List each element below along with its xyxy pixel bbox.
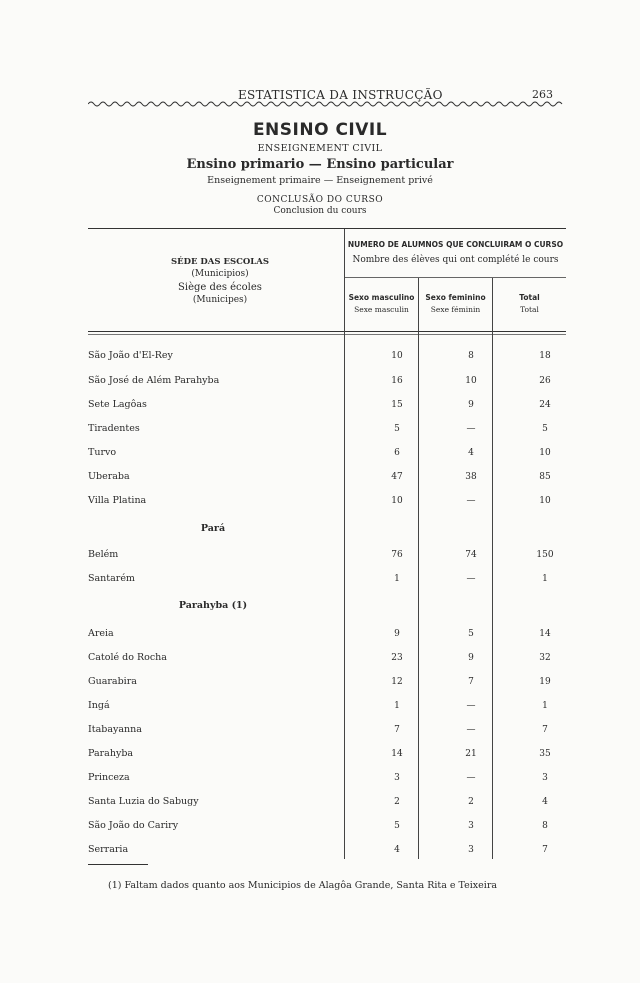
section-title-fr: Enseignement primaire — Enseignement privé [207,175,433,186]
cell-total: 14 [539,629,551,639]
row-name: Serraria [88,844,129,855]
cell-male: 23 [391,653,403,663]
cell-female: 21 [465,749,477,759]
row-name: Santa Luzia do Sabugy [88,796,199,807]
row-name: Princeza [88,772,130,783]
cell-total: 1 [542,701,548,711]
cell-male: 12 [391,677,403,687]
main-title-fr: ENSEIGNEMENT CIVIL [257,143,383,154]
cell-female: — [466,574,476,584]
col-header-total-fr: Total [520,305,539,314]
cell-female: — [466,701,476,711]
row-name: Villa Platina [88,495,147,506]
row-name: Belém [88,549,119,560]
topic-title-fr: Conclusion du cours [273,206,367,216]
table-top-rule [88,228,566,229]
cell-female: — [466,725,476,735]
row-name: Areia [88,628,114,639]
running-title: ESTATISTICA DA INSTRUCÇÃO [238,88,443,102]
row-name: Parahyba [88,748,134,759]
row-name: São João do Cariry [88,820,179,831]
header-bottom-rule [88,331,566,332]
section-title: Ensino primario — Ensino particular [186,157,454,172]
row-name: Uberaba [88,471,130,482]
row-name: Catolé do Rocha [88,652,167,663]
cell-male: 76 [391,550,403,560]
cell-female: 74 [465,550,477,560]
cell-female: 9 [468,653,474,663]
cell-total: 26 [539,376,551,386]
cell-male: 10 [391,496,403,506]
col-header-total-pt: Total [519,293,540,302]
header-bottom-rule-2 [88,334,566,335]
row-name: Guarabira [88,676,137,687]
cell-female: 2 [468,797,474,807]
col-divider-1 [344,229,345,859]
col-header-male [345,292,418,316]
cell-total: 32 [539,653,551,663]
cell-male: 47 [391,472,403,482]
cell-male: 4 [394,845,400,855]
section-heading: Pará [200,523,226,534]
cell-male: 5 [394,424,400,434]
cell-female: — [466,424,476,434]
topic-title: CONCLUSÃO DO CURSO [256,195,384,205]
footnote-rule [88,864,148,865]
cell-female: 4 [468,448,474,458]
cell-male: 15 [391,400,403,410]
cell-total: 19 [539,677,551,687]
cell-male: 2 [394,797,400,807]
cell-male: 6 [394,448,400,458]
cell-total: 35 [539,749,551,759]
row-name: Itabayanna [88,724,142,735]
cell-total: 10 [539,448,551,458]
col-left-header [150,256,290,306]
cell-total: 5 [542,424,548,434]
col-header-male-pt: Sexo masculino [348,293,415,302]
cell-total: 150 [536,550,554,560]
cell-total: 4 [542,797,548,807]
cell-female: 7 [468,677,474,687]
cell-total: 24 [539,400,551,410]
group-header: NUMERO DE ALUMNOS QUE CONCLUIRAM O CURSO [347,240,564,249]
cell-male: 7 [394,725,400,735]
col-header-female [419,292,492,316]
cell-total: 10 [539,496,551,506]
cell-total: 3 [542,773,548,783]
cell-female: 38 [465,472,477,482]
row-name: Tiradentes [88,423,140,434]
cell-male: 5 [394,821,400,831]
section-heading: Parahyba (1) [178,600,248,611]
col-left-line2: (Municipios) [191,269,249,279]
row-name: Sete Lagôas [88,399,147,410]
cell-female: — [466,496,476,506]
cell-female: 10 [465,376,477,386]
cell-male: 1 [394,574,400,584]
cell-male: 16 [391,376,403,386]
cell-total: 7 [542,845,548,855]
cell-male: 10 [391,351,403,361]
group-header-fr: Nombre des élèves qui ont complété le cours [352,255,559,265]
row-name: Turvo [88,447,117,458]
col-left-line3: Siège des écoles [178,282,262,293]
cell-female: 3 [468,821,474,831]
cell-female: 9 [468,400,474,410]
col-left-line1: SÉDE DAS ESCOLAS [171,257,269,267]
col-divider-3 [492,278,493,859]
wavy-rule [88,100,566,108]
cell-total: 1 [542,574,548,584]
col-header-female-fr: Sexe féminin [430,305,481,314]
cell-male: 3 [394,773,400,783]
cell-female: 8 [468,351,474,361]
cell-total: 85 [539,472,551,482]
cell-female: 3 [468,845,474,855]
cell-female: 5 [468,629,474,639]
footnote: (1) Faltam dados quanto aos Municipios de Alagôa Grande, Santa Rita e Teixeira [108,880,498,891]
col-header-female-pt: Sexo feminino [425,293,486,302]
cell-total: 8 [542,821,548,831]
row-name: São José de Além Parahyba [88,375,220,386]
cell-male: 1 [394,701,400,711]
group-underline [345,277,566,278]
cell-total: 7 [542,725,548,735]
col-divider-2 [418,278,419,859]
row-name: Santarém [88,573,135,584]
row-name: São João d'El-Rey [88,350,173,361]
page-number: 263 [532,88,553,101]
cell-male: 14 [391,749,403,759]
cell-total: 18 [539,351,551,361]
col-left-line4: (Municipes) [192,295,248,305]
col-header-total [493,292,566,316]
col-header-male-fr: Sexe masculin [354,305,409,314]
main-title: ENSINO CIVIL [252,120,388,140]
cell-female: — [466,773,476,783]
cell-male: 9 [394,629,400,639]
row-name: Ingá [88,700,110,711]
